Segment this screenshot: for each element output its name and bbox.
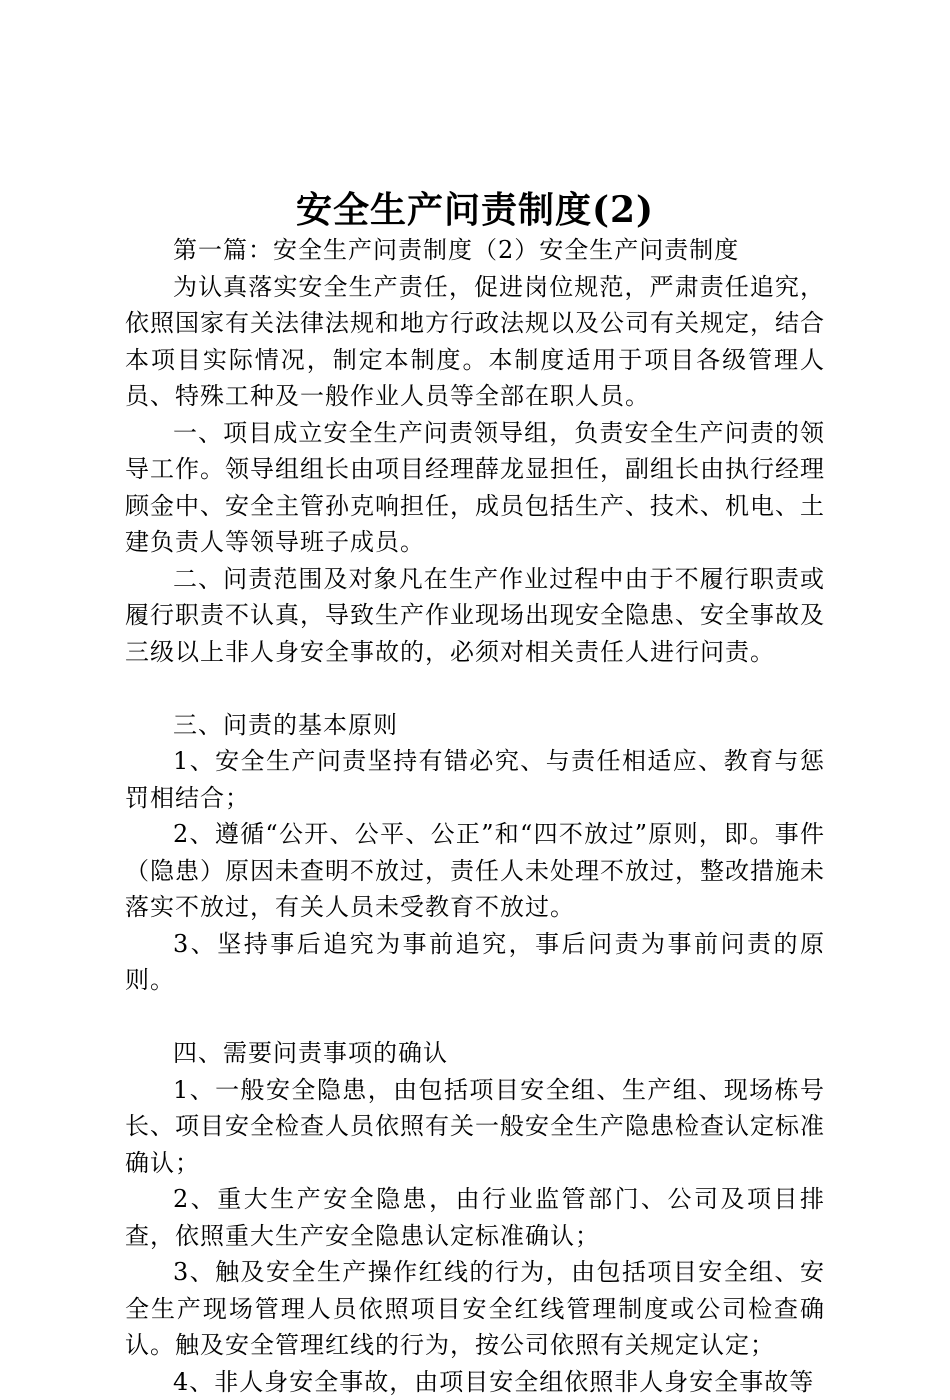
paragraph-section-3-item-1: 1、安全生产问责坚持有错必究、与责任相适应、教育与惩罚相结合； bbox=[125, 743, 825, 816]
paragraph-purpose: 为认真落实安全生产责任，促进岗位规范，严肃责任追究，依照国家有关法律法规和地方行政法规以及公司有关规定，结合本项目实际情况，制定本制度。本制度适用于项目各级管理人员、特殊工种及一般作业人员等全部在职人员。 bbox=[125, 269, 825, 415]
paragraph-section-3-item-3: 3、坚持事后追究为事前追究，事后问责为事前问责的原则。 bbox=[125, 926, 825, 999]
paragraph-section-3-item-2: 2、遵循“公开、公平、公正”和“四不放过”原则，即。事件（隐患）原因未查明不放过，责任人未处理不放过，整改措施未落实不放过，有关人员未受教育不放过。 bbox=[125, 816, 825, 926]
paragraph-spacer bbox=[125, 999, 825, 1036]
paragraph-spacer bbox=[125, 670, 825, 707]
paragraph-heading-first-chapter: 第一篇：安全生产问责制度（2）安全生产问责制度 bbox=[125, 232, 825, 269]
document-body bbox=[125, 232, 825, 1400]
paragraph-section-3-heading: 三、问责的基本原则 bbox=[125, 707, 825, 744]
paragraph-section-4-item-3: 3、触及安全生产操作红线的行为，由包括项目安全组、安全生产现场管理人员依照项目安全红线管理制度或公司检查确认。触及安全管理红线的行为，按公司依照有关规定认定； bbox=[125, 1254, 825, 1364]
document-title: 安全生产问责制度(2) bbox=[0, 186, 950, 234]
paragraph-section-1: 一、项目成立安全生产问责领导组，负责安全生产问责的领导工作。领导组组长由项目经理薛龙显担任，副组长由执行经理顾金中、安全主管孙克响担任，成员包括生产、技术、机电、土建负责人等领导班子成员。 bbox=[125, 415, 825, 561]
paragraph-section-4-item-4: 4、非人身安全事故，由项目安全组依照非人身安全事故等 bbox=[125, 1364, 825, 1400]
paragraph-section-2: 二、问责范围及对象凡在生产作业过程中由于不履行职责或履行职责不认真，导致生产作业现场出现安全隐患、安全事故及三级以上非人身安全事故的，必须对相关责任人进行问责。 bbox=[125, 561, 825, 671]
paragraph-section-4-item-1: 1、一般安全隐患，由包括项目安全组、生产组、现场栋号长、项目安全检查人员依照有关一般安全生产隐患检查认定标准确认； bbox=[125, 1072, 825, 1182]
paragraph-section-4-heading: 四、需要问责事项的确认 bbox=[125, 1035, 825, 1072]
paragraph-section-4-item-2: 2、重大生产安全隐患，由行业监管部门、公司及项目排查，依照重大生产安全隐患认定标准确认； bbox=[125, 1181, 825, 1254]
